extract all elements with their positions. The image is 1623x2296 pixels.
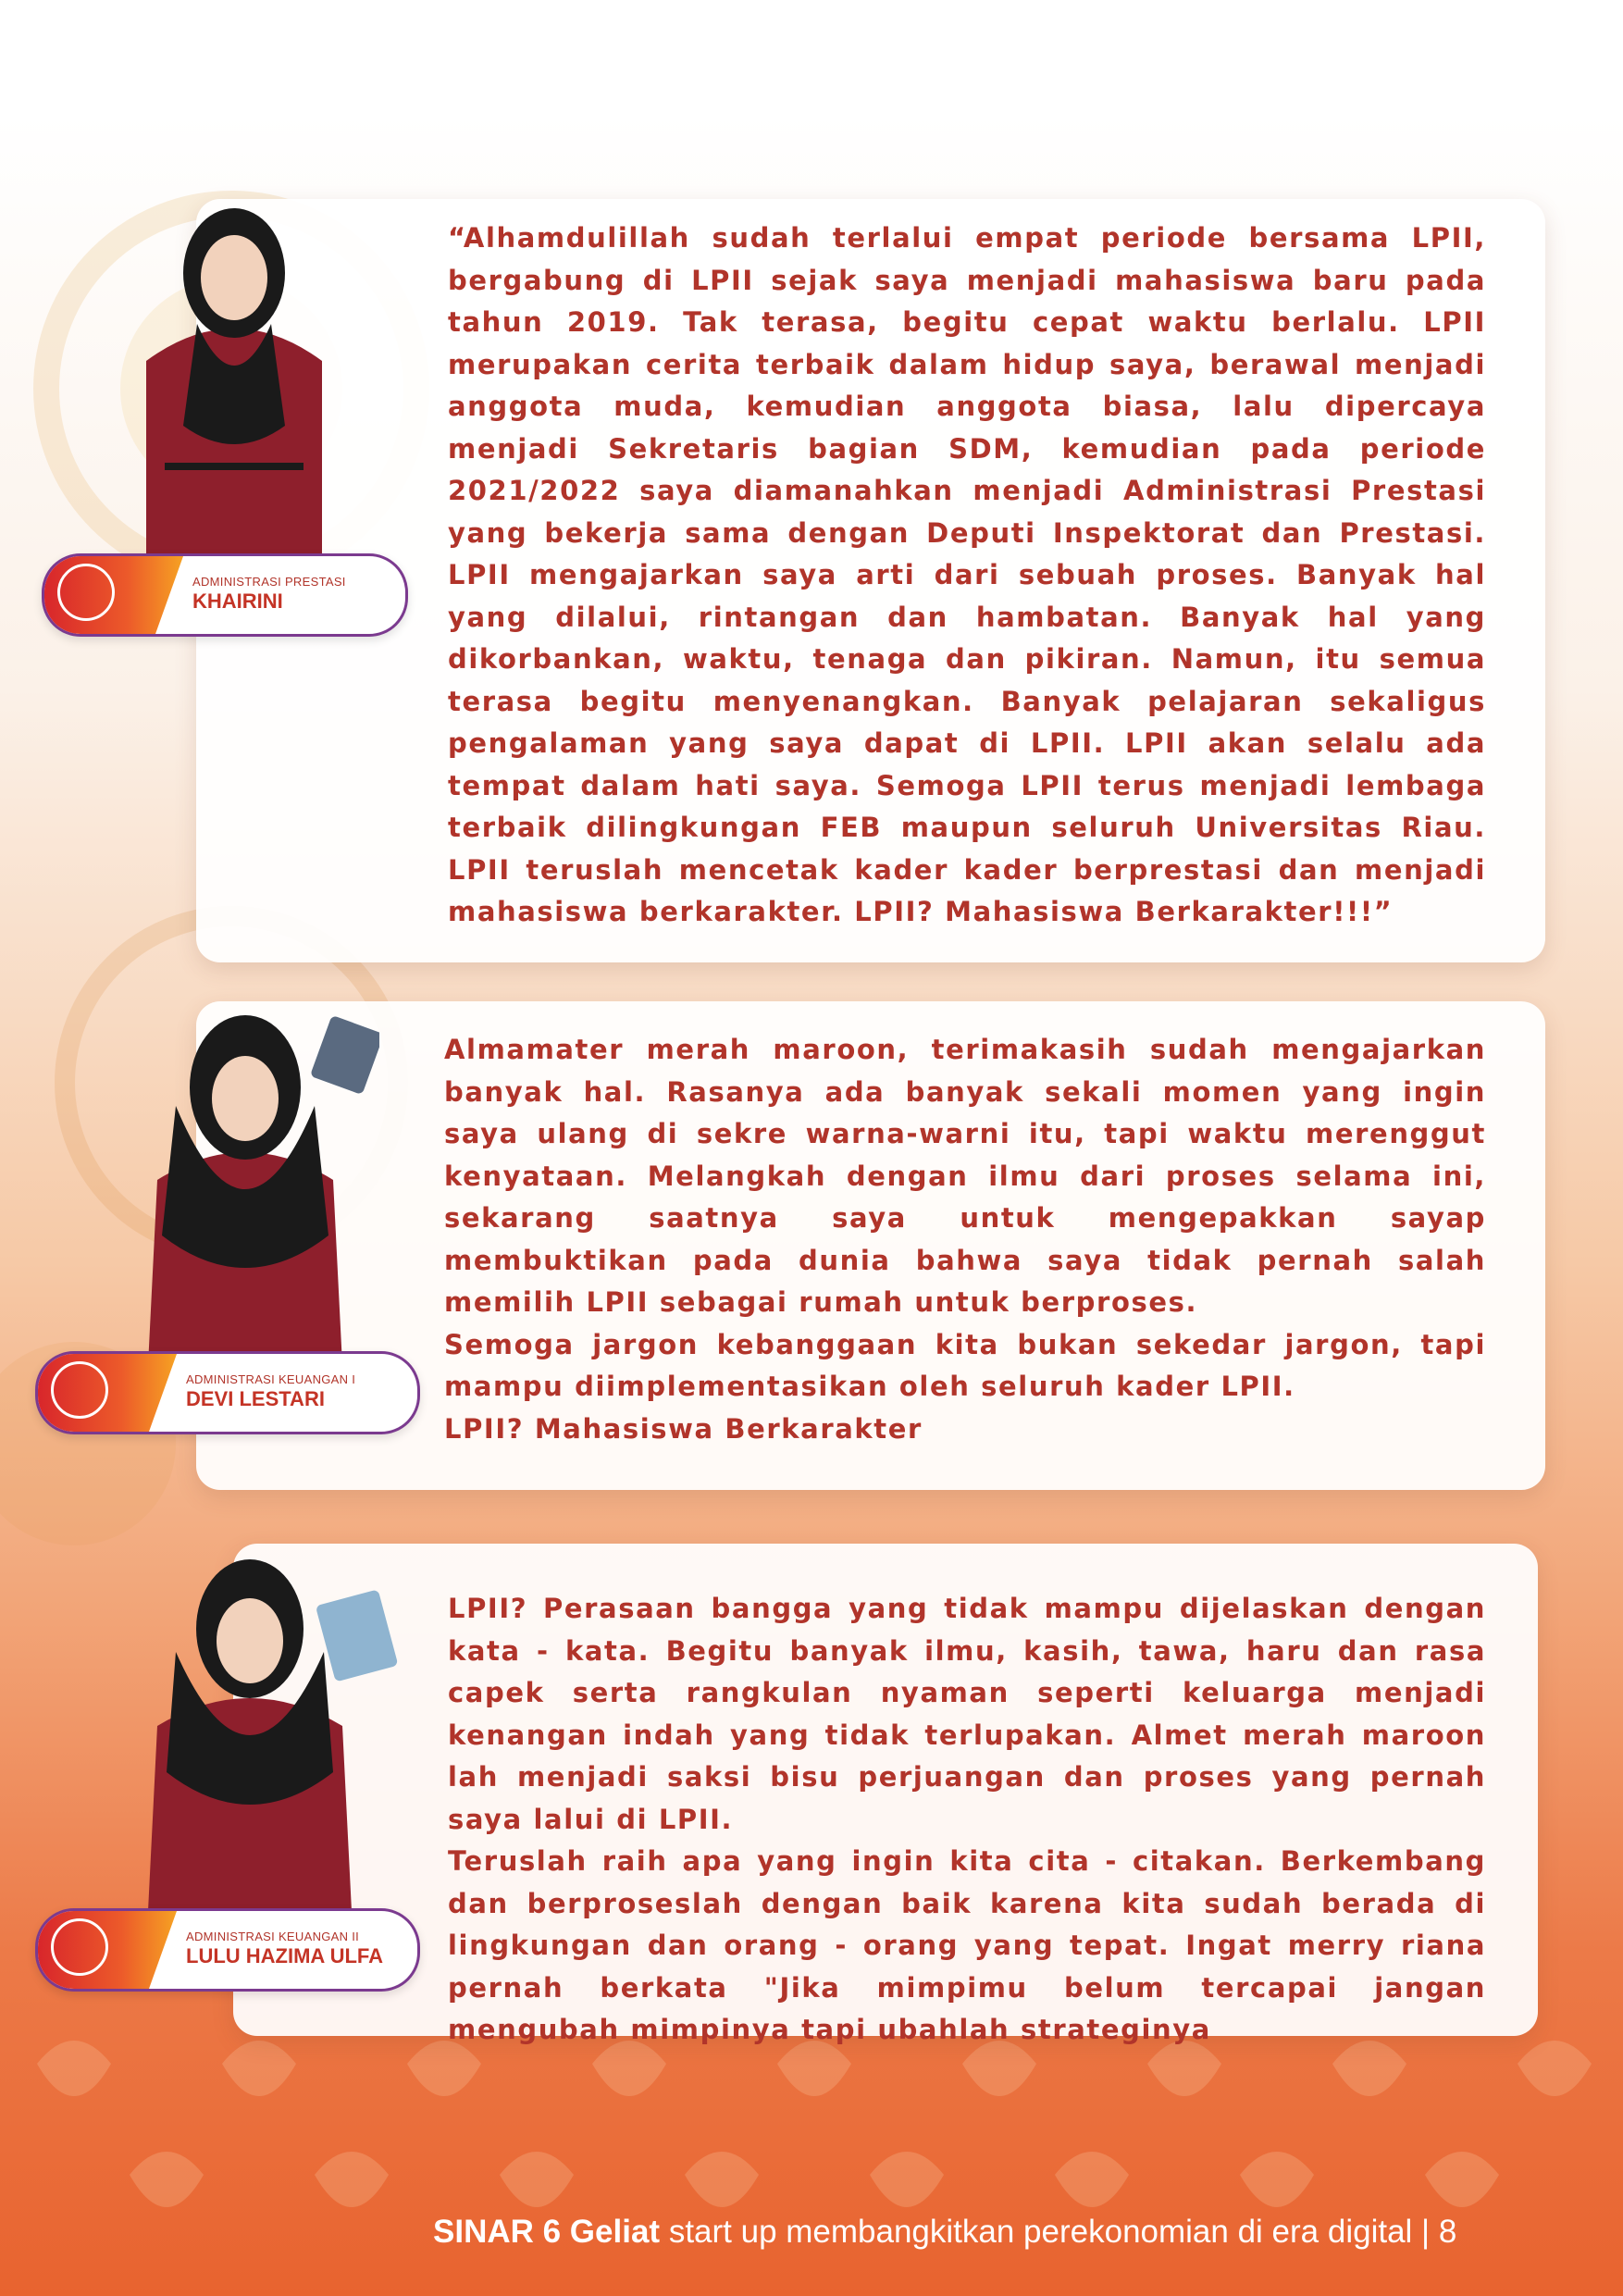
seal-icon <box>51 1361 108 1419</box>
testimonial-3-paragraph-1: LPII? Perasaan bangga yang tidak mampu dijelaskan dengan kata - kata. Begitu banyak ilmu, kasih, tawa, haru dan rasa capek serta rangkulan nyaman seperti keluarga menjadi kenangan indah yang tidak terlupakan. Almet merah maroon lah menjadi saksi bisu perjuangan dan proses yang pernah saya lalui di LPII. <box>448 1593 1486 1835</box>
portrait-photo-khairini <box>109 185 359 555</box>
portrait-photo-devi <box>111 995 379 1365</box>
seal-icon <box>51 1918 108 1976</box>
badge-name: DEVI LESTARI <box>186 1387 325 1410</box>
magazine-tagline: start up membangkitkan perekonomian di era digital <box>668 2214 1413 2250</box>
testimonial-2-paragraph-2: Semoga jargon kebanggaan kita bukan sekedar jargon, tapi mampu diimplementasikan oleh seluruh kader LPII. <box>444 1328 1486 1402</box>
testimonial-3-paragraph-2: Teruslah raih apa yang ingin kita cita - citakan. Berkembang dan berproseslah dengan baik karena kita sudah berada di lingkungan dan orang - orang yang tepat. Ingat merry riana pernah berkata "Jika mimpimu belum tercapai jangan mengubah mimpinya tapi ubahlah strateginya <box>448 1845 1486 2045</box>
name-badge-khairini <box>42 553 408 637</box>
name-badge-devi <box>35 1351 420 1434</box>
footer-separator: | <box>1421 2214 1431 2250</box>
badge-role: ADMINISTRASI PRESTASI <box>192 575 346 589</box>
seal-icon <box>57 564 115 621</box>
badge-name: KHAIRINI <box>192 590 283 613</box>
testimonial-2-paragraph-1: Almamater merah maroon, terimakasih sudah mengajarkan banyak hal. Rasanya ada banyak sekali momen yang ingin saya ulang di sekre warna-warni itu, tapi waktu merenggut kenyataan. Melangkah dengan ilmu dari proses selama ini, sekarang saatnya saya untuk mengepakkan sayap membuktikan pada dunia bahwa saya tidak pernah salah memilih LPII sebagai rumah untuk berproses. <box>444 1034 1486 1318</box>
testimonial-2-paragraph-3: LPII? Mahasiswa Berkarakter <box>444 1412 923 1445</box>
testimonial-text-2 <box>444 1029 1486 1450</box>
name-badge-lulu <box>35 1908 420 1992</box>
page-footer <box>433 2214 1543 2251</box>
badge-role: ADMINISTRASI KEUANGAN I <box>186 1372 356 1386</box>
badge-name: LULU HAZIMA ULFA <box>186 1944 384 1967</box>
ornament-pattern <box>0 2008 1623 2296</box>
testimonial-text-3 <box>448 1588 1486 2052</box>
page-number: 8 <box>1438 2214 1457 2250</box>
portrait-photo-lulu <box>111 1541 398 1911</box>
testimonial-1-paragraph: “Alhamdulillah sudah terlalui empat periode bersama LPII, bergabung di LPII sejak saya menjadi mahasiswa baru pada tahun 2019. Tak terasa, begitu cepat waktu berlalu. LPII merupakan cerita terbaik dalam hidup saya, berawal menjadi anggota muda, kemudian anggota biasa, lalu dipercaya menjadi Sekretaris bagian SDM, kemudian pada periode 2021/2022 saya diamanahkan menjadi Administrasi Prestasi yang bekerja sama dengan Deputi Inspektorat dan Prestasi. LPII mengajarkan saya arti dari sebuah proses. Banyak hal yang dilalui, rintangan dan hambatan. Banyak hal yang dikorbankan, waktu, tenaga dan pikiran. Namun, itu semua terasa begitu menyenangkan. Banyak pelajaran sekaligus pengalaman yang saya dapat di LPII. LPII akan selalu ada tempat dalam hati saya. Semoga LPII terus menjadi lembaga terbaik dilingkungan FEB maupun seluruh Universitas Riau. LPII teruslah mencetak kader kader berprestasi dan menjadi mahasiswa berkarakter. LPII? Mahasiswa Berkarakter!!!” <box>448 222 1486 927</box>
testimonial-text-1 <box>448 217 1486 934</box>
magazine-title: SINAR 6 Geliat <box>433 2214 661 2250</box>
badge-role: ADMINISTRASI KEUANGAN II <box>186 1930 360 1943</box>
